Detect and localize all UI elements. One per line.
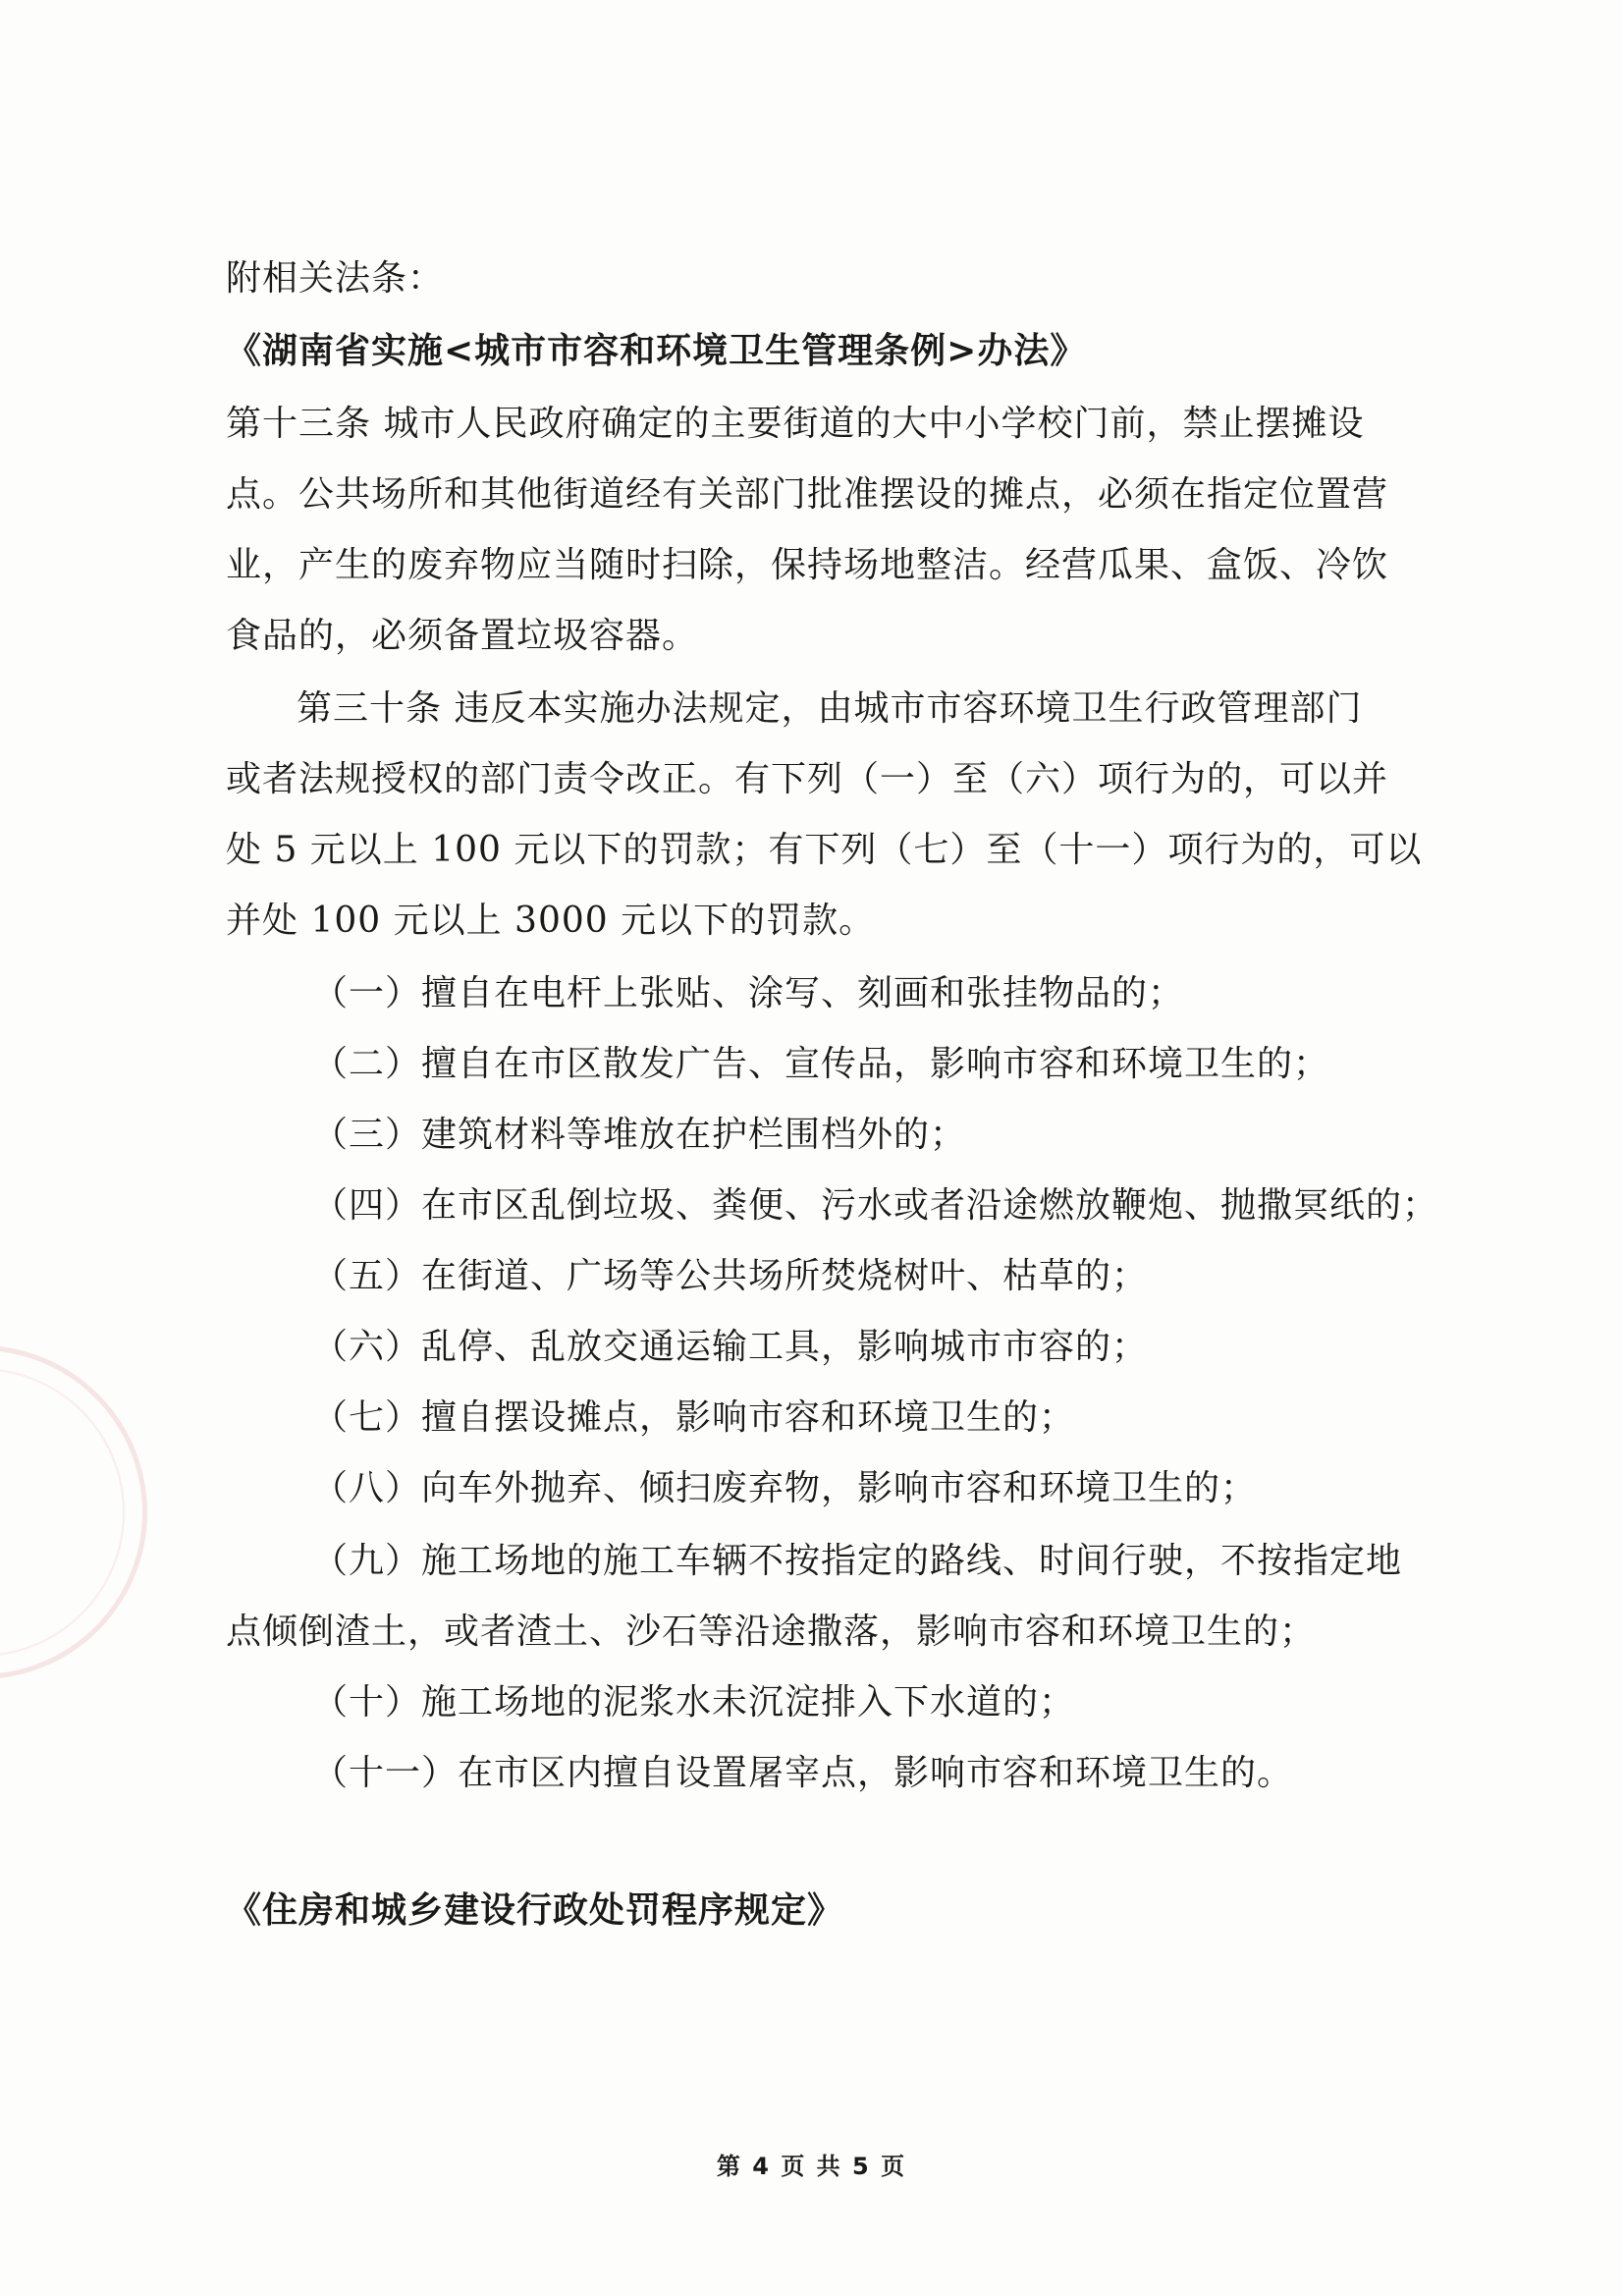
item-11: （十一）在市区内擅自设置屠宰点，影响市容和环境卫生的。 xyxy=(312,1753,1294,1793)
item-8: （八）向车外抛弃、倾扫废弃物，影响市容和环境卫生的； xyxy=(312,1468,1258,1508)
article30-line-2: 或者法规授权的部门责令改正。有下列（一）至（六）项行为的，可以并 xyxy=(226,759,1389,799)
article13-line-2: 点。公共场所和其他街道经有关部门批准摆设的摊点，必须在指定位置营 xyxy=(226,474,1389,515)
item-2: （二）擅自在市区散发广告、宣传品，影响市容和环境卫生的； xyxy=(312,1044,1330,1084)
page-number: 第 4 页 共 5 页 xyxy=(716,2153,907,2180)
article30-line-1: 第三十条 违反本实施办法规定，由城市市容环境卫生行政管理部门 xyxy=(297,688,1363,729)
item-7: （七）擅自摆设摊点，影响市容和环境卫生的； xyxy=(312,1397,1076,1438)
article13-line-1: 第十三条 城市人民政府确定的主要街道的大中小学校门前，禁止摆摊设 xyxy=(226,404,1365,444)
item-3: （三）建筑材料等堆放在护栏围档外的； xyxy=(312,1115,967,1155)
law1-title: 《湖南省实施<城市市容和环境卫生管理条例>办法》 xyxy=(226,331,1087,371)
article13-line-4: 食品的，必须备置垃圾容器。 xyxy=(226,616,699,656)
law2-title: 《住房和城乡建设行政处罚程序规定》 xyxy=(226,1890,844,1931)
article13-line-3: 业，产生的废弃物应当随时扫除，保持场地整洁。经营瓜果、盒饭、冷饮 xyxy=(226,545,1389,585)
item-4: （四）在市区乱倒垃圾、粪便、污水或者沿途燃放鞭炮、抛撒冥纸的； xyxy=(312,1185,1439,1226)
article30-line-3: 处 5 元以上 100 元以下的罚款；有下列（七）至（十一）项行为的，可以 xyxy=(226,830,1423,870)
item-9-line-2: 点倾倒渣土，或者渣土、沙石等沿途撒落，影响市容和环境卫生的； xyxy=(226,1612,1317,1652)
item-5: （五）在街道、广场等公共场所焚烧树叶、枯草的； xyxy=(312,1256,1149,1296)
item-6: （六）乱停、乱放交通运输工具，影响城市市容的； xyxy=(312,1327,1149,1367)
item-9-line-1: （九）施工场地的施工车辆不按指定的路线、时间行驶，不按指定地 xyxy=(312,1541,1403,1581)
intro-text: 附相关法条： xyxy=(226,258,445,299)
item-1: （一）擅自在电杆上张贴、涂写、刻画和张挂物品的； xyxy=(312,973,1185,1013)
seal-stamp xyxy=(0,1345,147,1679)
article30-line-4: 并处 100 元以上 3000 元以下的罚款。 xyxy=(226,901,876,941)
item-10: （十）施工场地的泥浆水未沉淀排入下水道的； xyxy=(312,1682,1076,1722)
seal-inner-ring xyxy=(0,1368,125,1657)
